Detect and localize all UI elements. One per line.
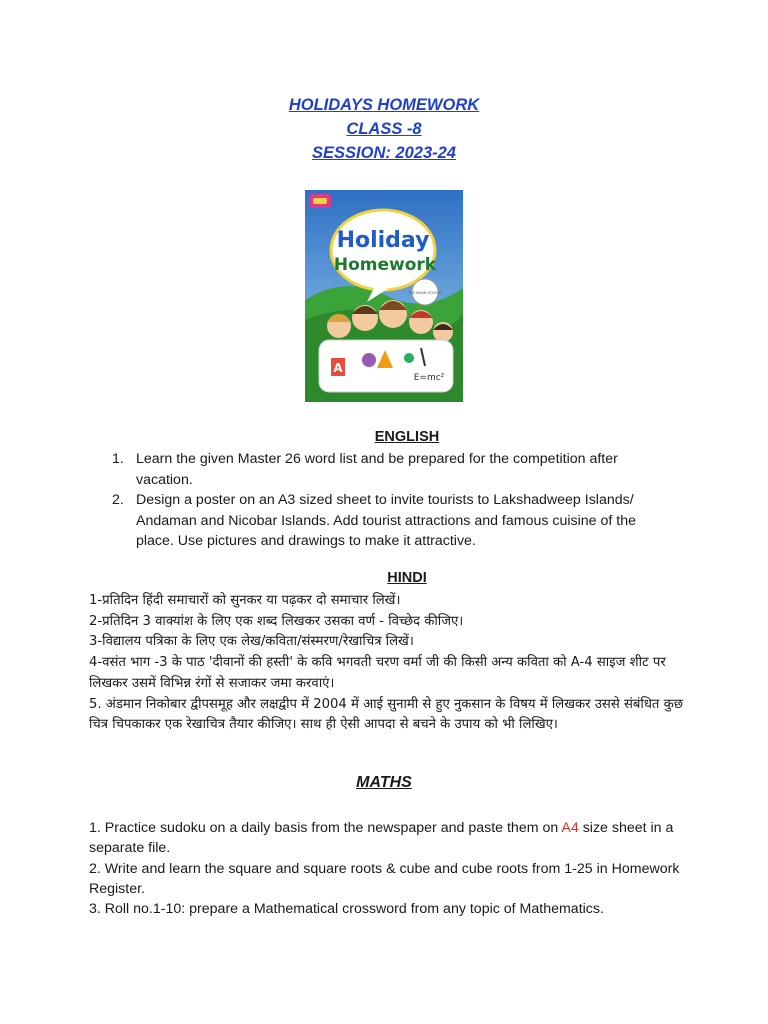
list-item [89,818,689,859]
list-item: 3-विद्यालय पत्रिका के लिए एक लेख/कविता/संस्मरण/रेखाचित्र लिखें। [89,634,414,650]
list-item [112,449,672,490]
list-text: size sheet in a separate file. [89,820,674,857]
list-text: 1. Practice sudoku on a daily basis from the newspaper and paste them on [89,820,562,836]
cover-badge: THE MANN SCHOOL [408,291,442,295]
hindi-list [89,591,689,736]
highlight-text: A4 [561,820,579,836]
list-item: 2-प्रतिदिन 3 वाक्यांश के लिए एक शब्द लिखकर उसका वर्ण - विच्छेद कीजिए। [89,613,464,629]
list-number: 1. [112,451,124,467]
list-item: 2. Write and learn the square and square roots & cube and cube roots from 1-25 in Homework Register. [89,860,680,897]
cover-title-line2: Homework [333,255,437,275]
title-block [0,93,768,165]
cover-letter: A [333,361,343,375]
logo-icon [309,194,331,208]
class-label: CLASS -8 [346,120,422,138]
list-item: 4-वसंत भाग -3 के पाठ 'दीवानों की हस्ती' के कवि भगवती चरण वर्मा जी की किसी अन्य कविता को A-4 साइज शीट पर लिखकर उसमें विभिन्न रंगों से सजाकर जमा करवाएं। [89,655,666,691]
cover-illustration [305,190,463,402]
cover-title-line1: Holiday [336,228,430,253]
maths-list [89,818,689,919]
list-item [112,490,672,552]
english-heading: ENGLISH [374,429,440,445]
cover-image [305,190,463,402]
list-item: 5. अंडमान निकोबार द्वीपसमूह और लक्षद्वीप में 2004 में आई सुनामी से हुए नुकसान के विषय में लिखकर उससे संबंधित कुछ चित्र चिपकाकर एक रेखाचित्र तैयार कीजिए। साथ ही ऐसी आपदा से बचने के उपाय को भी लिखिए। [89,696,684,733]
cover-formula: E=mc² [413,373,445,383]
hindi-heading: HINDI [387,570,427,586]
list-text: Learn the given Master 26 word list and be prepared for the competition after vacation. [136,451,618,488]
list-text: Design a poster on an A3 sized sheet to invite tourists to Lakshadweep Islands/ Andaman and Nicobar Islands. Add tourist attractions and famous cuisine of the place. Use pictures and drawings to make it attractive. [136,492,637,549]
list-number: 2. [112,492,124,508]
page-title: HOLIDAYS HOMEWORK [288,96,480,114]
list-item: 3. Roll no.1-10: prepare a Mathematical crossword from any topic of Mathematics. [89,901,604,918]
english-list [112,449,672,552]
session-label: SESSION: 2023-24 [312,144,456,162]
list-item: 1-प्रतिदिन हिंदी समाचारों को सुनकर या पढ़कर दो समाचार लिखें। [89,593,401,608]
maths-heading: MATHS [356,774,412,791]
